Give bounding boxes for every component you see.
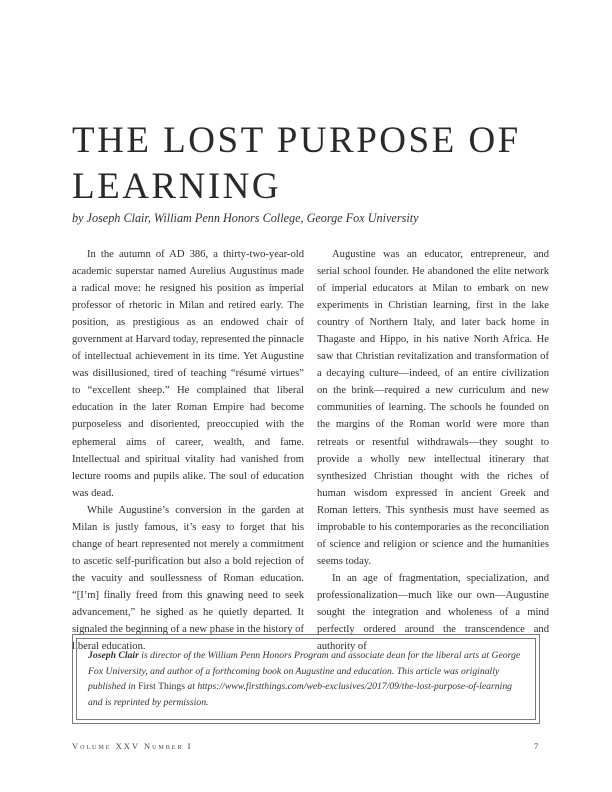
right-column bbox=[317, 246, 549, 655]
body-paragraph: While Augustine’s conversion in the garden at Milan is justly famous, it’s easy to forget that his change of heart represented not merely a commitment to ascetic self-purification but also a bold rejection of the vacuity and soullessness of Roman education. “[I’m] finally freed from this gnawing need to seek advancement,” he sighed as he quietly departed. It signaled the beginning of a new phase in the history of liberal education. bbox=[72, 504, 304, 653]
author-note bbox=[76, 638, 536, 720]
left-column bbox=[72, 246, 304, 655]
note-text: at https://www.firstthings.com/web-exclusives/2017/09/the-lost-purpose-of-learning and is reprinted by permission. bbox=[88, 681, 513, 708]
note-author-name: Joseph Clair bbox=[88, 650, 139, 661]
author-note-box bbox=[72, 634, 540, 724]
page-number: 7 bbox=[534, 741, 539, 751]
note-text: is director of the William Penn Honors Program and associate dean for the liberal arts at George Fox University, and author of a forthcoming book on Augustine and education. This article was originally published in bbox=[88, 650, 521, 693]
body-paragraph: In an age of fragmentation, specialization, and professionalization—much like our own—Augustine sought the integration and wholeness of a mind perfectly ordered around the transcendence and authority of bbox=[317, 572, 549, 653]
body-paragraph: In the autumn of AD 386, a thirty-two-year-old academic superstar named Aurelius Augustinus made a radical move: he resigned his position as imperial professor of rhetoric in Milan and retired early. The position, as prestigious as an endowed chair of government at Harvard today, represented the pinnacle of intellectual achievement in its time. Yet Augustine was disillusioned, tired of teaching “résumé virtues” to “excellent sheep.” He complained that liberal education in the later Roman Empire had become purposeless and disoriented, preoccupied with the ephemeral aims of career, wealth, and fame. Intellectual and spiritual vitality had vanished from lecture rooms and pupils alike. The soul of education was dead. bbox=[72, 249, 304, 499]
note-publication: First Things bbox=[138, 681, 185, 693]
body-paragraph: Augustine was an educator, entrepreneur, and serial school founder. He abandoned the elite network of imperial educators at Milan to embark on new experiments in Christian learning, first in the lake country of Northern Italy, and later back home in Thagaste and Hippo, in his native North Africa. He saw that Christian revitalization and transformation of a decaying culture—indeed, of an entire civilization on the brink—required a new curriculum and new communities of learning. The schools he founded on the margins of the Roman world were more than retreats or resentful withdrawals—they sought to provide a wholly new intellectual itinerary that synthesized Christian thought with the riches of human wisdom expressed in ancient Greek and Roman letters. This synthesis must have seemed as improbable to his contemporaries as the reconciliation of science and religion or science and the humanities seems today. bbox=[317, 249, 549, 567]
footer-volume: Volume XXV Number I bbox=[72, 741, 193, 751]
article-byline: by Joseph Clair, William Penn Honors College, George Fox University bbox=[72, 211, 419, 225]
article-title: THE LOST PURPOSE OF LEARNING bbox=[72, 120, 521, 207]
